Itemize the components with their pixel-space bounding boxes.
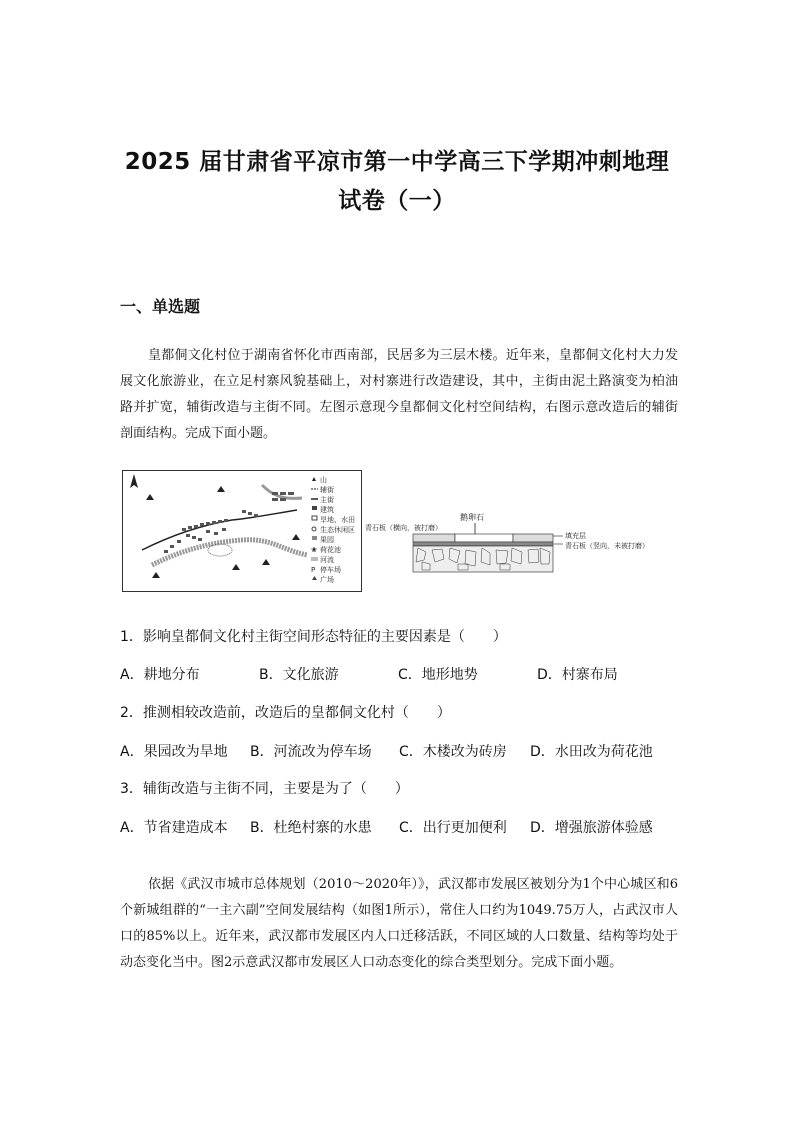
legend-item-10: 广场 xyxy=(320,576,334,584)
legend-item-7: 荷花池 xyxy=(320,546,341,554)
passage-1: 皇都侗文化村位于湖南省怀化市西南部，民居多为三层木楼。近年来，皇都侗文化村大力发展文化旅游业，在立足村寨风貌基础上，对村寨进行改造建设，其中，主街由泥土路演变为柏油路并扩宽，辅街改造与主街不同。左图示意现今皇都侗文化村空间结构，右图示意改造后的辅街剖面结构。完成下面小题。 xyxy=(120,348,678,441)
legend-item-9: 停车场 xyxy=(320,566,341,574)
question-1-stem: 1．影响皇都侗文化村主街空间形态特征的主要因素是（ ） xyxy=(120,629,507,645)
svg-text:❀: ❀ xyxy=(311,546,317,554)
question-2-stem: 2．推测相较改造前，改造后的皇都侗文化村（ ） xyxy=(120,705,451,721)
svg-text:P: P xyxy=(311,566,316,574)
label-pebbles: 鹅卵石 xyxy=(460,513,484,522)
question-3-option-d: D．增强旅游体验感 xyxy=(530,820,653,836)
question-2-option-b: B．河流改为停车场 xyxy=(250,744,372,760)
legend-item-2: 主街 xyxy=(320,496,334,504)
label-slab-right: 青石板（竖向，未被打磨） xyxy=(565,542,649,550)
passage-2: 依据《武汉市城市总体规划（2010～2020年）》，武汉都市发展区被划分为1个中心城区和6个新城组群的“一主六副”空间发展结构（如图1所示），常住人口约为1049.75万人，占武汉市人口的85%以上。近年来，武汉都市发展区内人口迁移活跃，不同区域的人口数量、结构等均处于动态变化当中。图2示意武汉都市发展区人口动态变化的综合类型划分。完成下面小题。 xyxy=(120,877,678,970)
stone-fill-layer xyxy=(413,546,553,572)
question-2-option-a: A．果园改为旱地 xyxy=(120,744,228,760)
question-1-option-a: A．耕地分布 xyxy=(120,667,200,683)
legend-item-5: 生态休闲区 xyxy=(320,526,355,534)
question-3-stem: 3．辅街改造与主街不同，主要是为了（ ） xyxy=(120,781,409,797)
question-3-option-c: C．出行更加便利 xyxy=(399,820,507,836)
legend-item-0: 山 xyxy=(320,476,327,484)
question-2-option-d: D．水田改为荷花池 xyxy=(530,744,653,760)
document-title-line2: 试卷（一） xyxy=(338,188,456,214)
question-3-option-a: A．节省建造成本 xyxy=(120,820,228,836)
question-1-option-d: D．村寨布局 xyxy=(537,667,618,683)
question-3-option-b: B．杜绝村寨的水患 xyxy=(250,820,372,836)
legend-item-1: 辅街 xyxy=(320,486,334,494)
legend-item-6: 果园 xyxy=(320,536,334,544)
street-cross-section-figure xyxy=(360,512,649,580)
legend-item-4: 旱地、水田 xyxy=(320,516,355,524)
legend-item-3: 建筑 xyxy=(320,506,334,514)
village-map-figure xyxy=(122,470,362,592)
question-2-option-c: C．木楼改为砖房 xyxy=(399,744,507,760)
question-1-option-b: B．文化旅游 xyxy=(259,667,339,683)
question-1-option-c: C．地形地势 xyxy=(398,667,478,683)
label-fill-layer: 填充层 xyxy=(565,532,586,540)
document-title-line1: 2025 届甘肃省平凉市第一中学高三下学期冲刺地理 xyxy=(124,149,670,175)
label-slab-left: 青石板（横向，被打磨） xyxy=(365,524,442,532)
legend-item-8: 河流 xyxy=(320,556,334,564)
section-heading: 一、单选题 xyxy=(120,297,201,316)
